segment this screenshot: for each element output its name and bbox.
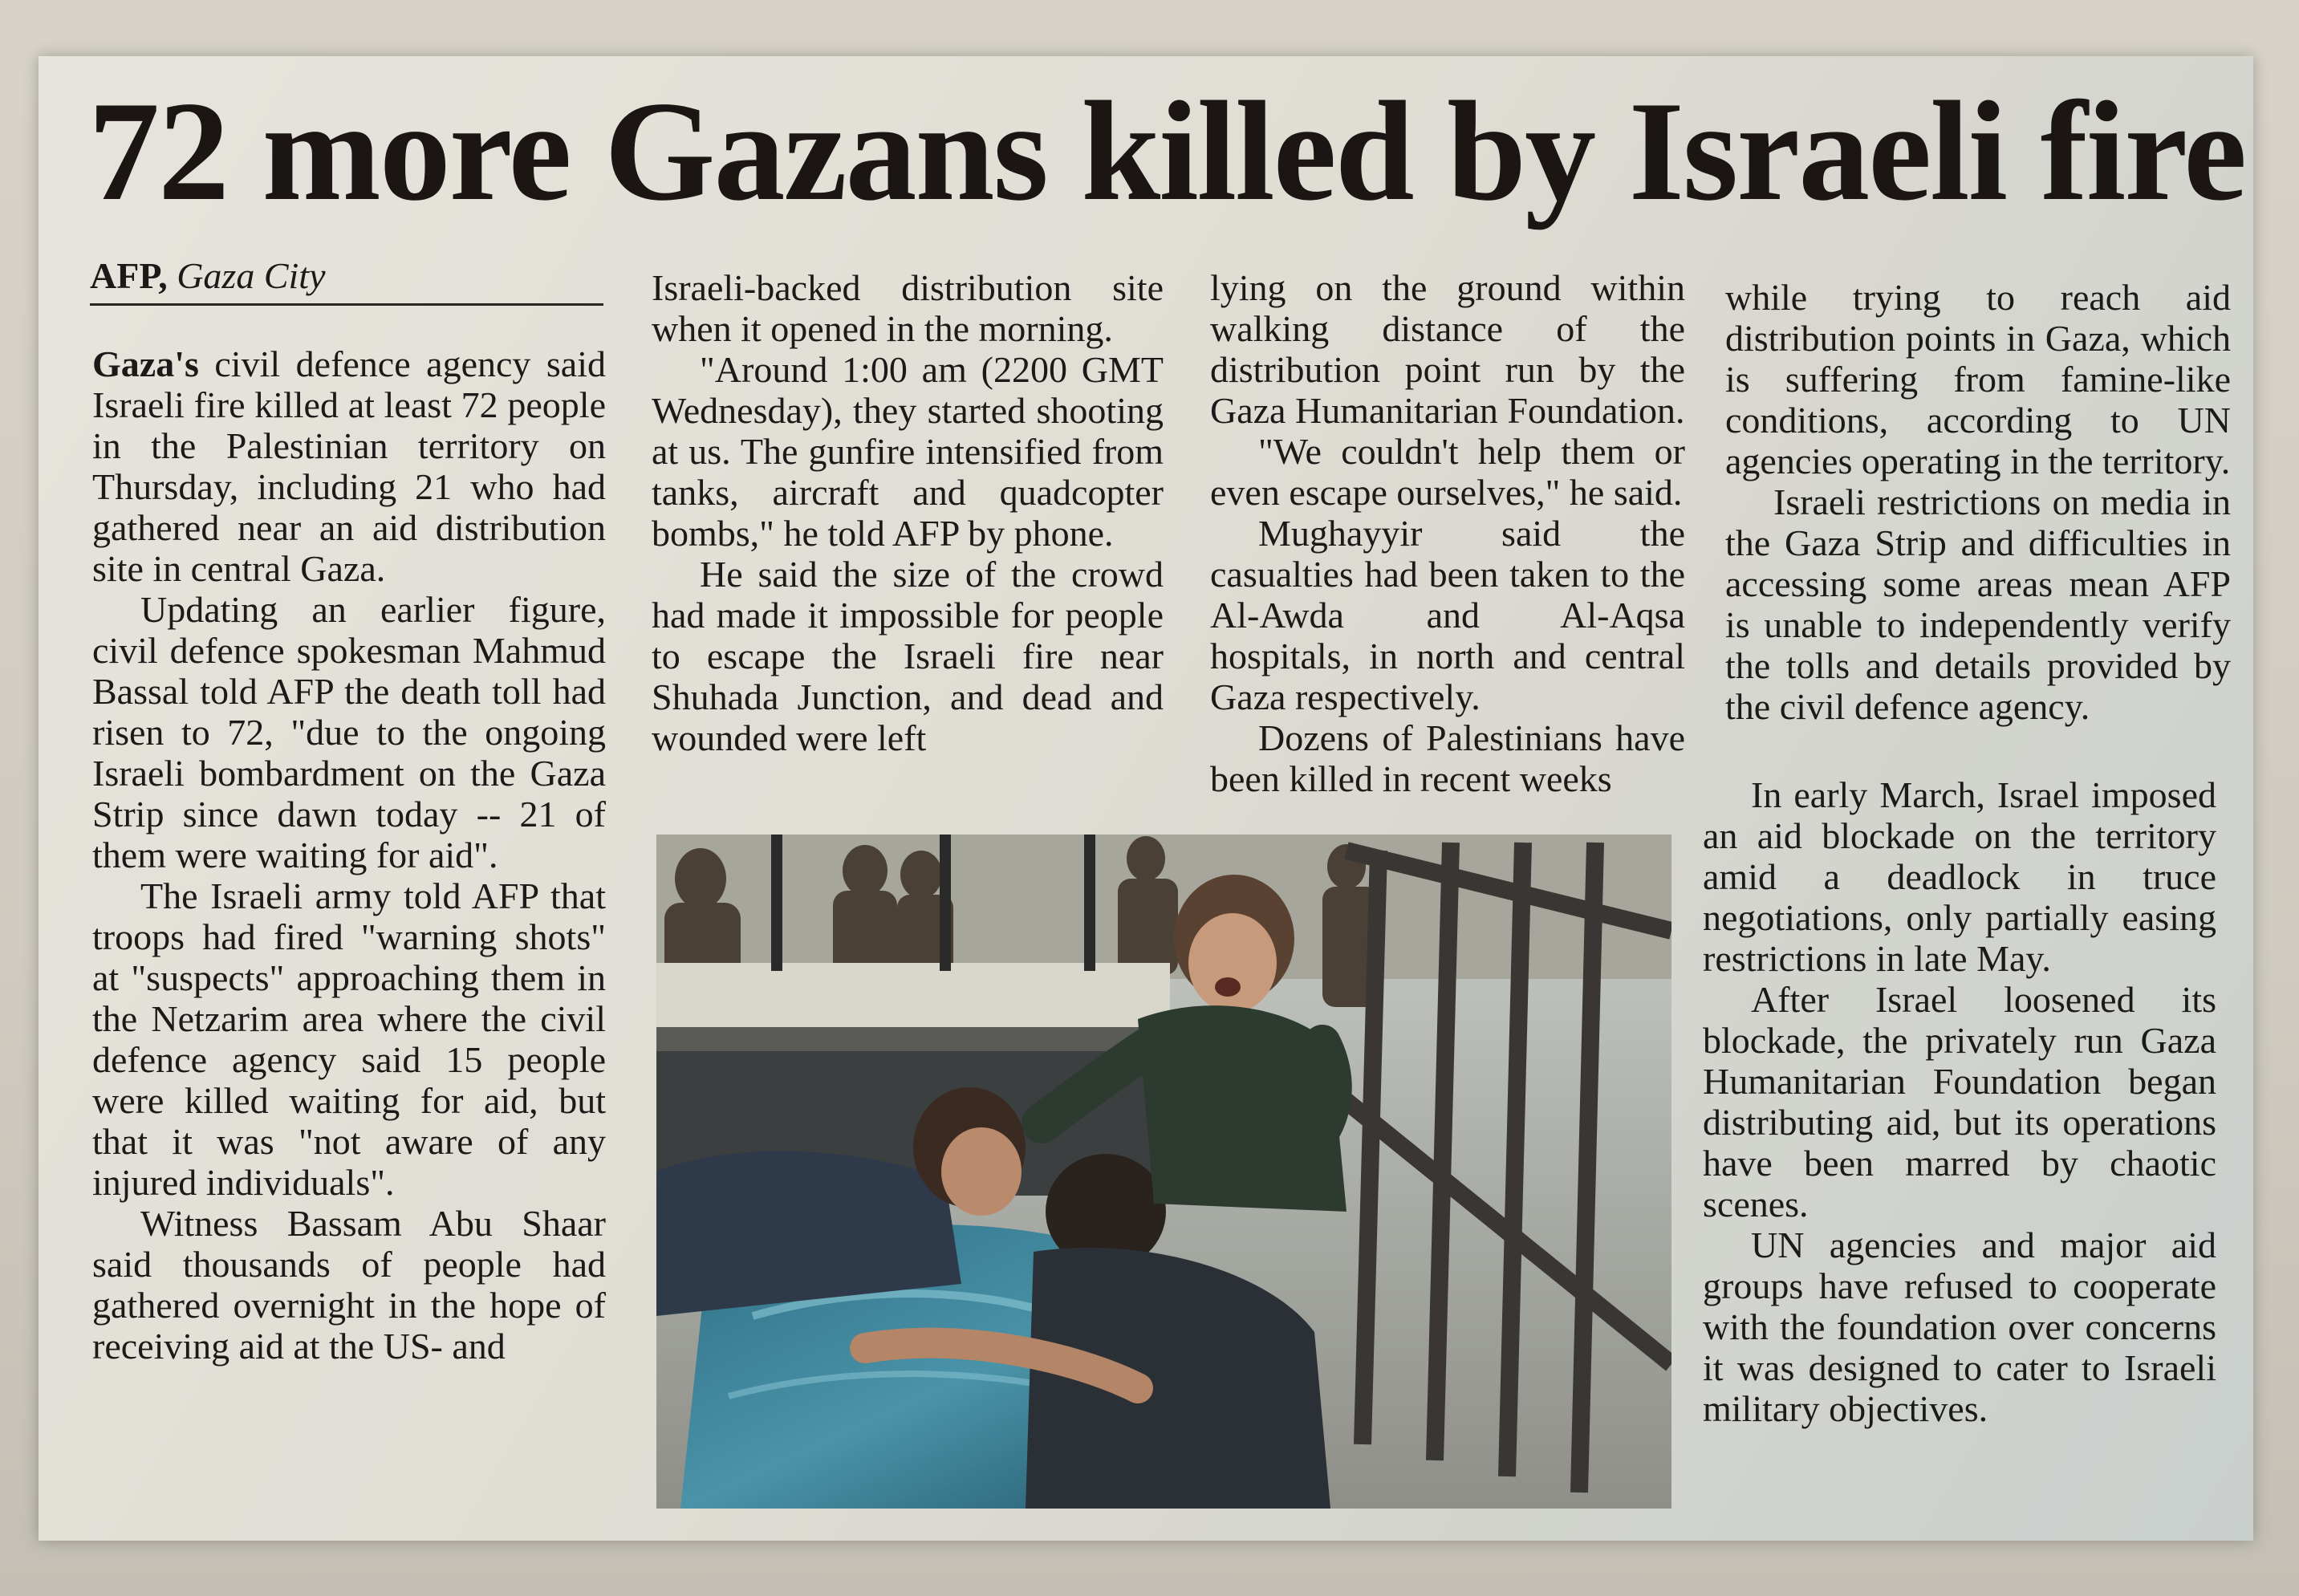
paragraph: "We couldn't help them or even escape ourselves," he said. [1210, 431, 1685, 513]
headline: 72 more Gazans killed by Israeli fire [88, 71, 2246, 230]
article-column-4 [1725, 277, 2231, 727]
paragraph: Israeli-backed distribution site when it opened in the morning. [652, 267, 1164, 349]
paragraph: He said the size of the crowd had made it impossible for people to escape the Israeli fire near Shuhada Junction, and dead and wounded were left [652, 554, 1164, 758]
byline-agency: AFP, [90, 255, 168, 296]
article-column-1 [92, 343, 606, 1367]
news-photo [656, 835, 1671, 1509]
article-column-4-lower [1703, 774, 2216, 1429]
article-column-2 [652, 267, 1164, 758]
paragraph: UN agencies and major aid groups have refused to cooperate with the foundation over concerns it was designed to cater to Israeli military objectives. [1703, 1224, 2216, 1429]
lead-word: Gaza's [92, 343, 199, 384]
article-column-3 [1210, 267, 1685, 799]
byline [90, 254, 603, 306]
paragraph: Israeli restrictions on media in the Gaza Strip and difficulties in accessing some areas mean AFP is unable to independently verify the tolls and details provided by the civil defence agency. [1725, 481, 2231, 727]
paragraph: Mughayyir said the casualties had been taken to the Al-Awda and Al-Aqsa hospitals, in north and central Gaza respectively. [1210, 513, 1685, 717]
paragraph: "Around 1:00 am (2200 GMT Wednesday), they started shooting at us. The gunfire intensified from tanks, aircraft and quadcopter bombs," he told AFP by phone. [652, 349, 1164, 554]
paragraph: Witness Bassam Abu Shaar said thousands of people had gathered overnight in the hope of receiving aid at the US- and [92, 1203, 606, 1367]
byline-location: Gaza City [177, 255, 326, 296]
photo-illustration [656, 835, 1671, 1509]
paragraph: lying on the ground within walking distance of the distribution point run by the Gaza Humanitarian Foundation. [1210, 267, 1685, 431]
paragraph: In early March, Israel imposed an aid blockade on the territory amid a deadlock in truce negotiations, only partially easing restrictions in late May. [1703, 774, 2216, 979]
paragraph-text: civil defence agency said Israeli fire killed at least 72 people in the Palestinian territory on Thursday, including 21 who had gathered near an aid distribution site in central Gaza. [92, 343, 606, 589]
paragraph [92, 343, 606, 589]
paragraph: After Israel loosened its blockade, the privately run Gaza Humanitarian Foundation began distributing aid, but its operations have been marred by chaotic scenes. [1703, 979, 2216, 1224]
paragraph: while trying to reach aid distribution points in Gaza, which is suffering from famine-like conditions, according to UN agencies operating in the territory. [1725, 277, 2231, 481]
paragraph: The Israeli army told AFP that troops had fired "warning shots" at "suspects" approaching them in the Netzarim area where the civil defence agency said 15 people were killed waiting for aid, but that it was "not aware of any injured individuals". [92, 875, 606, 1203]
paragraph: Dozens of Palestinians have been killed in recent weeks [1210, 717, 1685, 799]
paragraph: Updating an earlier figure, civil defence spokesman Mahmud Bassal told AFP the death toll had risen to 72, "due to the ongoing Israeli bombardment on the Gaza Strip since dawn today -- 21 of them were waiting for aid". [92, 589, 606, 875]
